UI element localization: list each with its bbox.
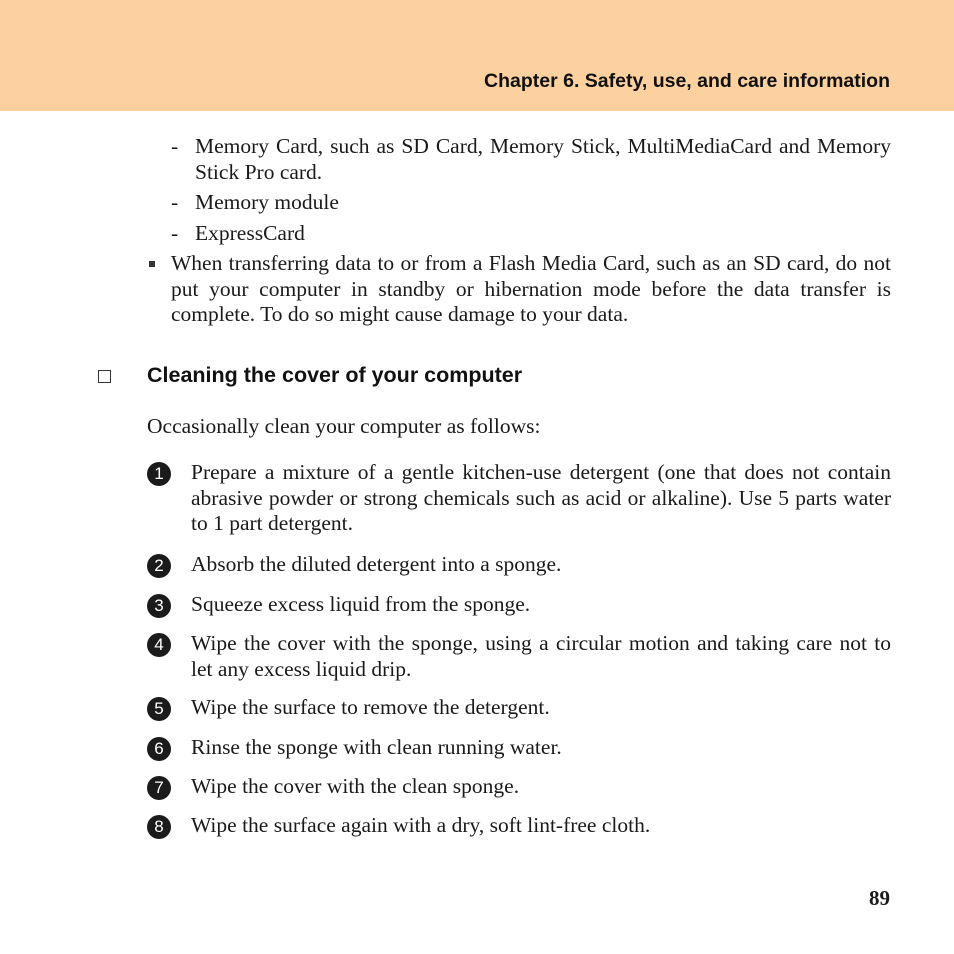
chapter-title: Chapter 6. Safety, use, and care information (484, 70, 890, 92)
section-heading: Cleaning the cover of your computer (147, 363, 523, 387)
step-text: Squeeze excess liquid from the sponge. (191, 592, 531, 616)
section-square-icon (98, 370, 111, 383)
list-item-text: Memory Card, such as SD Card, Memory Stick, MultiMediaCard and Memory Stick Pro card. (195, 134, 891, 184)
step-number-badge: 4 (147, 633, 171, 657)
dash-marker: - (171, 190, 179, 214)
chapter-header-band (0, 0, 954, 111)
step-number-badge: 5 (147, 697, 171, 721)
step-text: Wipe the surface to remove the detergent. (191, 695, 550, 719)
section-intro: Occasionally clean your computer as follows: (147, 414, 541, 438)
bullet-text: When transferring data to or from a Flash Media Card, such as an SD card, do not put your computer in standby or hibernation mode before the data transfer is complete. To do so might cause damage to your data. (171, 251, 891, 326)
step-text: Wipe the cover with the clean sponge. (191, 774, 520, 798)
step-number-badge: 3 (147, 594, 171, 618)
dash-marker: - (171, 134, 179, 158)
page-number: 89 (869, 886, 890, 910)
step-text: Wipe the cover with the sponge, using a circular motion and taking care not to let any excess liquid drip. (191, 631, 891, 681)
step-number-badge: 8 (147, 815, 171, 839)
list-item-text: Memory module (195, 190, 339, 214)
dash-marker: - (171, 221, 179, 245)
list-item-text: ExpressCard (195, 221, 305, 245)
square-bullet-icon (149, 261, 155, 267)
step-text: Absorb the diluted detergent into a sponge. (191, 552, 562, 576)
step-text: Prepare a mixture of a gentle kitchen-use detergent (one that does not contain abrasive powder or strong chemicals such as acid or alkaline). Use 5 parts water to 1 part detergent. (191, 460, 891, 535)
step-number-badge: 2 (147, 554, 171, 578)
step-number-badge: 1 (147, 462, 171, 486)
step-number-badge: 6 (147, 737, 171, 761)
step-number-badge: 7 (147, 776, 171, 800)
step-text: Rinse the sponge with clean running water. (191, 735, 562, 759)
step-text: Wipe the surface again with a dry, soft lint-free cloth. (191, 813, 651, 837)
